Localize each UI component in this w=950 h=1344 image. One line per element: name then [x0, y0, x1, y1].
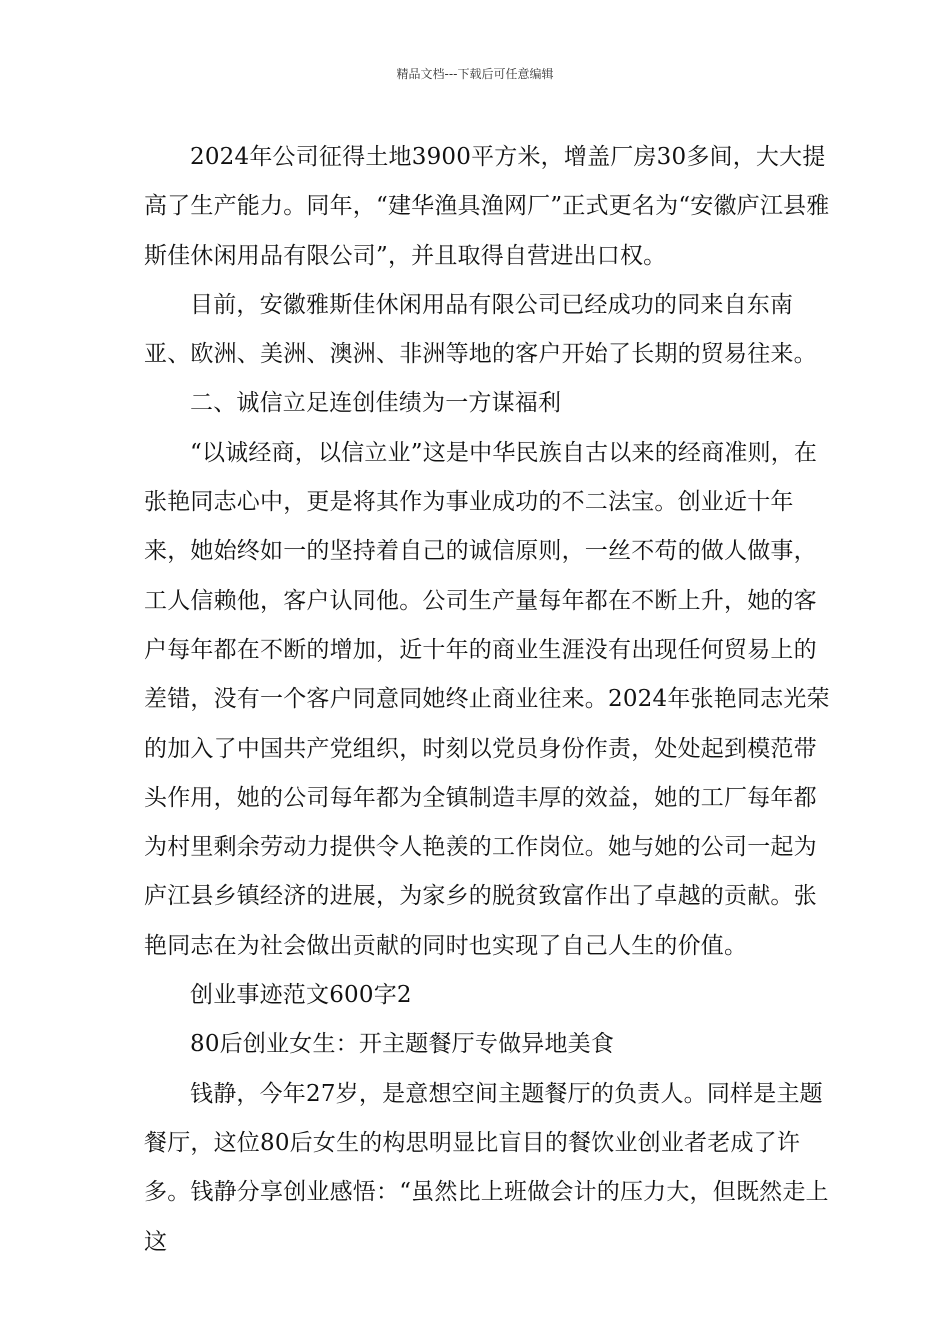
paragraph-trade-relations: 目前，安徽雅斯佳休闲用品有限公司已经成功的同来自东南亚、欧洲、美洲、澳洲、非洲等地的客户开始了长期的贸易往来。 [144, 291, 817, 368]
paragraph-integrity: “以诚经商，以信立业”这是中华民族自古以来的经商准则，在张艳同志心中，更是将其作为事业成功的不二法宝。创业近十年来，她始终如一的坚持着自己的诚信原则，一丝不苟的做人做事，工人信赖他，客户认同他。公司生产量每年都在不断上升，她的客户每年都在不断的增加，近十年的商业生涯没有出现任何贸易上的差错，没有一个客户同意同她终止商业往来。2024年张艳同志光荣的加入了中国共产党组织，时刻以党员身份作责，处处起到模范带头作用，她的公司每年都为全镇制造丰厚的效益，她的工厂每年都为村里剩余劳动力提供令人艳羡的工作岗位。她与她的公司一起为庐江县乡镇经济的进展，为家乡的脱贫致富作出了卓越的贡献。张艳同志在为社会做出贡献的同时也实现了自己人生的价值。 [144, 439, 830, 959]
document-body [144, 133, 834, 1267]
article-subtitle: 80后创业女生：开主题餐厅专做异地美食 [190, 1031, 615, 1058]
paragraph-qian-jing: 钱静，今年27岁，是意想空间主题餐厅的负责人。同样是主题餐厅，这位80后女生的构思明显比盲目的餐饮业创业者老成了许多。钱静分享创业感悟：“虽然比上班做会计的压力大，但既然走上这 [144, 1080, 829, 1255]
page-header: 精品文档---下载后可任意编辑 [396, 67, 554, 81]
section-heading-integrity: 二、诚信立足连创佳绩为一方谋福利 [190, 390, 562, 417]
paragraph-land-acquisition: 2024年公司征得土地3900平方米，增盖厂房30多间，大大提高了生产能力。同年，“建华渔具渔网厂”正式更名为“安徽庐江县雅斯佳休闲用品有限公司”，并且取得自营进出口权。 [144, 144, 830, 269]
article-title: 创业事迹范文600字2 [190, 982, 412, 1009]
